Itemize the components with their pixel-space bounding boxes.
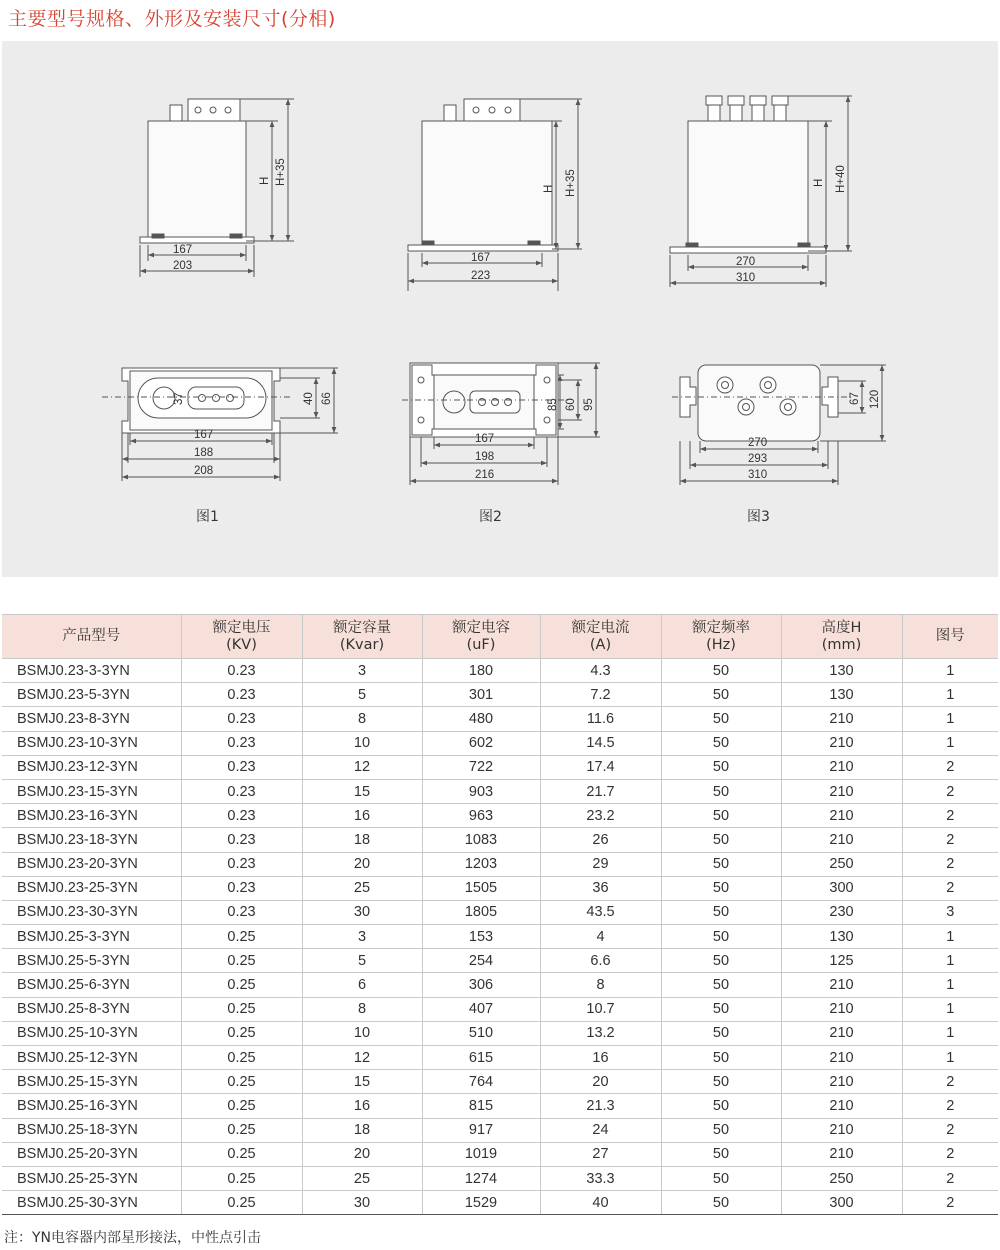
- table-cell: 0.23: [181, 779, 302, 803]
- table-cell: 254: [422, 949, 540, 973]
- table-row: [2, 707, 998, 731]
- table-cell: 18: [302, 828, 422, 852]
- table-cell: 963: [422, 804, 540, 828]
- table-row: [2, 1191, 998, 1215]
- table-cell: 0.23: [181, 828, 302, 852]
- table-cell: 24: [540, 1118, 661, 1142]
- header-model: 产品型号: [2, 615, 181, 659]
- table-cell: 0.25: [181, 1118, 302, 1142]
- table-cell: 0.23: [181, 900, 302, 924]
- fig1-plan-dim-w2: 188: [194, 447, 214, 459]
- fig3-side-dim-outer: 310: [736, 272, 756, 284]
- table-cell: 29: [540, 852, 661, 876]
- model-cell: BSMJ0.23-3-3YN: [2, 659, 181, 683]
- table-cell: 0.25: [181, 1021, 302, 1045]
- table-cell: 2: [902, 1094, 998, 1118]
- model-cell: BSMJ0.23-12-3YN: [2, 755, 181, 779]
- fig3-plan-dim-w1: 270: [748, 437, 768, 449]
- table-cell: 301: [422, 683, 540, 707]
- table-cell: 21.3: [540, 1094, 661, 1118]
- table-cell: 615: [422, 1046, 540, 1070]
- table-cell: 2: [902, 779, 998, 803]
- table-cell: 20: [540, 1070, 661, 1094]
- table-cell: 8: [302, 707, 422, 731]
- table-cell: 130: [781, 925, 902, 949]
- table-cell: 764: [422, 1070, 540, 1094]
- fig2-side-dim-height: H: [543, 184, 555, 193]
- table-cell: 25: [302, 1166, 422, 1190]
- fig1-plan-dim-h-outer: 66: [321, 392, 333, 405]
- table-cell: 180: [422, 659, 540, 683]
- model-cell: BSMJ0.23-16-3YN: [2, 804, 181, 828]
- table-cell: 17.4: [540, 755, 661, 779]
- table-cell: 125: [781, 949, 902, 973]
- table-cell: 2: [902, 755, 998, 779]
- table-cell: 1505: [422, 876, 540, 900]
- table-cell: 50: [661, 1046, 781, 1070]
- table-row: [2, 779, 998, 803]
- model-cell: BSMJ0.23-30-3YN: [2, 900, 181, 924]
- model-cell: BSMJ0.25-3-3YN: [2, 925, 181, 949]
- model-cell: BSMJ0.23-18-3YN: [2, 828, 181, 852]
- table-cell: 210: [781, 779, 902, 803]
- table-row: [2, 925, 998, 949]
- table-cell: 50: [661, 828, 781, 852]
- table-cell: 153: [422, 925, 540, 949]
- fig2-plan-dim-w2: 198: [475, 451, 495, 463]
- table-cell: 50: [661, 1094, 781, 1118]
- header-height: 高度H (mm): [781, 615, 902, 659]
- fig1-side-view: [140, 99, 294, 277]
- header-frequency: 额定频率 (Hz): [661, 615, 781, 659]
- table-cell: 33.3: [540, 1166, 661, 1190]
- fig2-side-dim-height-total: H+35: [565, 169, 577, 197]
- fig3-plan-dim-h-outer: 120: [869, 389, 881, 409]
- fig3-side-dim-height: H: [813, 178, 825, 187]
- table-cell: 1083: [422, 828, 540, 852]
- figure-2-caption: 图2: [479, 509, 502, 525]
- table-cell: 4.3: [540, 659, 661, 683]
- fig3-side-dim-height-total: H+40: [835, 165, 847, 193]
- table-row: [2, 876, 998, 900]
- table-row: [2, 755, 998, 779]
- table-cell: 25: [302, 876, 422, 900]
- fig1-side-dim-height-total: H+35: [275, 158, 287, 186]
- table-cell: 1: [902, 683, 998, 707]
- fig1-plan-dim-h-inner: 40: [303, 392, 315, 405]
- table-row: [2, 1142, 998, 1166]
- table-cell: 210: [781, 1118, 902, 1142]
- table-cell: 0.23: [181, 852, 302, 876]
- table-cell: 1019: [422, 1142, 540, 1166]
- table-row: [2, 804, 998, 828]
- table-cell: 0.25: [181, 949, 302, 973]
- table-cell: 26: [540, 828, 661, 852]
- table-cell: 210: [781, 1021, 902, 1045]
- table-cell: 1: [902, 659, 998, 683]
- header-voltage: 额定电压 (KV): [181, 615, 302, 659]
- table-cell: 210: [781, 1094, 902, 1118]
- table-cell: 6: [302, 973, 422, 997]
- table-cell: 50: [661, 683, 781, 707]
- table-row: [2, 900, 998, 924]
- fig3-plan-dim-w2: 293: [748, 453, 768, 465]
- table-cell: 1: [902, 1021, 998, 1045]
- table-cell: 0.25: [181, 1142, 302, 1166]
- header-figure-no: 图号: [902, 615, 998, 659]
- table-cell: 15: [302, 1070, 422, 1094]
- table-cell: 5: [302, 683, 422, 707]
- table-cell: 250: [781, 852, 902, 876]
- table-cell: 210: [781, 997, 902, 1021]
- table-cell: 250: [781, 1166, 902, 1190]
- table-cell: 1: [902, 1046, 998, 1070]
- fig1-plan-dim-w3: 208: [194, 465, 214, 477]
- table-cell: 50: [661, 804, 781, 828]
- table-cell: 0.25: [181, 925, 302, 949]
- table-cell: 2: [902, 828, 998, 852]
- table-cell: 18: [302, 1118, 422, 1142]
- table-cell: 12: [302, 1046, 422, 1070]
- fig2-side-dim-inner: 167: [471, 252, 491, 264]
- table-cell: 16: [302, 1094, 422, 1118]
- fig3-side-view: [670, 96, 852, 287]
- table-cell: 0.25: [181, 1046, 302, 1070]
- table-cell: 36: [540, 876, 661, 900]
- table-row: [2, 997, 998, 1021]
- table-cell: 407: [422, 997, 540, 1021]
- table-cell: 306: [422, 973, 540, 997]
- table-cell: 1274: [422, 1166, 540, 1190]
- table-cell: 0.25: [181, 973, 302, 997]
- model-cell: BSMJ0.25-16-3YN: [2, 1094, 181, 1118]
- fig1-plan-dim-w1: 167: [194, 429, 214, 441]
- table-cell: 3: [902, 900, 998, 924]
- table-cell: 4: [540, 925, 661, 949]
- model-cell: BSMJ0.25-18-3YN: [2, 1118, 181, 1142]
- table-cell: 50: [661, 659, 781, 683]
- table-cell: 50: [661, 731, 781, 755]
- dimension-drawings: [2, 41, 998, 577]
- fig3-plan-dim-w3: 310: [748, 469, 768, 481]
- table-cell: 50: [661, 1021, 781, 1045]
- table-cell: 3: [302, 925, 422, 949]
- fig2-plan-dim-w1: 167: [475, 433, 495, 445]
- table-cell: 20: [302, 852, 422, 876]
- table-cell: 1: [902, 997, 998, 1021]
- fig3-plan-dim-h-inner: 67: [849, 392, 861, 405]
- table-cell: 210: [781, 1070, 902, 1094]
- table-cell: 12: [302, 755, 422, 779]
- table-cell: 0.23: [181, 804, 302, 828]
- table-cell: 7.2: [540, 683, 661, 707]
- table-cell: 300: [781, 876, 902, 900]
- table-cell: 903: [422, 779, 540, 803]
- table-cell: 27: [540, 1142, 661, 1166]
- table-row: [2, 1094, 998, 1118]
- table-cell: 50: [661, 997, 781, 1021]
- fig2-plan-dim-w3: 216: [475, 469, 495, 481]
- table-header-row: [2, 615, 998, 659]
- model-cell: BSMJ0.25-20-3YN: [2, 1142, 181, 1166]
- fig1-side-dim-height: H: [259, 176, 271, 185]
- table-cell: 917: [422, 1118, 540, 1142]
- table-cell: 11.6: [540, 707, 661, 731]
- fig1-side-dim-inner: 167: [173, 244, 193, 256]
- model-cell: BSMJ0.23-25-3YN: [2, 876, 181, 900]
- table-cell: 0.25: [181, 1070, 302, 1094]
- table-cell: 50: [661, 900, 781, 924]
- table-cell: 10: [302, 1021, 422, 1045]
- table-cell: 0.23: [181, 659, 302, 683]
- table-row: [2, 683, 998, 707]
- table-cell: 23.2: [540, 804, 661, 828]
- model-cell: BSMJ0.23-15-3YN: [2, 779, 181, 803]
- table-cell: 210: [781, 804, 902, 828]
- table-cell: 40: [540, 1191, 661, 1215]
- model-cell: BSMJ0.23-20-3YN: [2, 852, 181, 876]
- table-cell: 50: [661, 949, 781, 973]
- table-cell: 0.25: [181, 1191, 302, 1215]
- table-cell: 230: [781, 900, 902, 924]
- table-cell: 1: [902, 731, 998, 755]
- table-cell: 0.25: [181, 1166, 302, 1190]
- table-row: [2, 1021, 998, 1045]
- table-cell: 2: [902, 1166, 998, 1190]
- table-cell: 8: [540, 973, 661, 997]
- table-cell: 815: [422, 1094, 540, 1118]
- table-row: [2, 1070, 998, 1094]
- table-cell: 2: [902, 876, 998, 900]
- table-cell: 2: [902, 1070, 998, 1094]
- table-cell: 0.23: [181, 755, 302, 779]
- table-row: [2, 949, 998, 973]
- table-cell: 0.23: [181, 731, 302, 755]
- figure-3-caption: 图3: [747, 509, 770, 525]
- table-cell: 130: [781, 683, 902, 707]
- table-cell: 10.7: [540, 997, 661, 1021]
- footnote: 注：YN电容器内部星形接法，中性点引击: [4, 1230, 262, 1246]
- model-cell: BSMJ0.23-5-3YN: [2, 683, 181, 707]
- model-cell: BSMJ0.25-30-3YN: [2, 1191, 181, 1215]
- fig1-side-dim-outer: 203: [173, 260, 193, 272]
- table-cell: 2: [902, 852, 998, 876]
- table-cell: 50: [661, 779, 781, 803]
- table-cell: 300: [781, 1191, 902, 1215]
- fig1-plan-view: [102, 368, 338, 481]
- table-cell: 50: [661, 852, 781, 876]
- table-cell: 130: [781, 659, 902, 683]
- table-cell: 16: [302, 804, 422, 828]
- model-cell: BSMJ0.25-6-3YN: [2, 973, 181, 997]
- spec-table: [2, 614, 998, 1215]
- fig3-plan-view: [672, 365, 886, 485]
- figure-1-caption: 图1: [196, 509, 219, 525]
- fig2-plan-dim-h3: 95: [583, 398, 595, 411]
- header-capacitance: 额定电容 (uF): [422, 615, 540, 659]
- table-cell: 210: [781, 1142, 902, 1166]
- table-cell: 0.23: [181, 683, 302, 707]
- model-cell: BSMJ0.25-10-3YN: [2, 1021, 181, 1045]
- table-cell: 2: [902, 804, 998, 828]
- table-cell: 6.6: [540, 949, 661, 973]
- table-cell: 722: [422, 755, 540, 779]
- table-cell: 2: [902, 1118, 998, 1142]
- table-cell: 1: [902, 949, 998, 973]
- table-cell: 14.5: [540, 731, 661, 755]
- table-row: [2, 1118, 998, 1142]
- table-row: [2, 852, 998, 876]
- table-row: [2, 828, 998, 852]
- table-cell: 2: [902, 1142, 998, 1166]
- table-cell: 510: [422, 1021, 540, 1045]
- table-cell: 50: [661, 973, 781, 997]
- table-cell: 20: [302, 1142, 422, 1166]
- header-capacity: 额定容量 (Kvar): [302, 615, 422, 659]
- table-cell: 0.23: [181, 707, 302, 731]
- table-cell: 210: [781, 755, 902, 779]
- table-cell: 21.7: [540, 779, 661, 803]
- table-cell: 1805: [422, 900, 540, 924]
- table-cell: 210: [781, 973, 902, 997]
- table-cell: 210: [781, 731, 902, 755]
- table-cell: 2: [902, 1191, 998, 1215]
- model-cell: BSMJ0.23-10-3YN: [2, 731, 181, 755]
- table-cell: 3: [302, 659, 422, 683]
- table-cell: 1529: [422, 1191, 540, 1215]
- model-cell: BSMJ0.25-12-3YN: [2, 1046, 181, 1070]
- table-cell: 1203: [422, 852, 540, 876]
- table-cell: 210: [781, 1046, 902, 1070]
- fig1-plan-dim-hole: 37: [173, 392, 185, 405]
- table-cell: 50: [661, 707, 781, 731]
- table-cell: 15: [302, 779, 422, 803]
- fig2-side-view: [408, 99, 582, 291]
- table-row: [2, 1046, 998, 1070]
- model-cell: BSMJ0.25-15-3YN: [2, 1070, 181, 1094]
- table-cell: 50: [661, 1166, 781, 1190]
- table-cell: 30: [302, 900, 422, 924]
- table-cell: 50: [661, 1070, 781, 1094]
- table-cell: 50: [661, 755, 781, 779]
- fig2-plan-view: [402, 363, 600, 485]
- table-cell: 43.5: [540, 900, 661, 924]
- table-cell: 210: [781, 707, 902, 731]
- model-cell: BSMJ0.23-8-3YN: [2, 707, 181, 731]
- table-cell: 30: [302, 1191, 422, 1215]
- table-cell: 16: [540, 1046, 661, 1070]
- table-cell: 1: [902, 925, 998, 949]
- table-cell: 0.25: [181, 997, 302, 1021]
- table-cell: 50: [661, 1191, 781, 1215]
- table-cell: 8: [302, 997, 422, 1021]
- table-cell: 50: [661, 876, 781, 900]
- table-cell: 1: [902, 973, 998, 997]
- table-cell: 50: [661, 1118, 781, 1142]
- spec-table-body: [2, 659, 998, 1215]
- fig2-plan-dim-h2: 60: [565, 398, 577, 411]
- table-cell: 50: [661, 1142, 781, 1166]
- table-row: [2, 659, 998, 683]
- model-cell: BSMJ0.25-8-3YN: [2, 997, 181, 1021]
- table-cell: 0.25: [181, 1094, 302, 1118]
- model-cell: BSMJ0.25-25-3YN: [2, 1166, 181, 1190]
- table-cell: 0.23: [181, 876, 302, 900]
- fig2-plan-dim-h1: 85: [547, 398, 559, 411]
- header-current: 额定电流 (A): [540, 615, 661, 659]
- table-row: [2, 973, 998, 997]
- table-cell: 5: [302, 949, 422, 973]
- table-cell: 13.2: [540, 1021, 661, 1045]
- table-row: [2, 731, 998, 755]
- fig2-side-dim-outer: 223: [471, 270, 491, 282]
- table-cell: 50: [661, 925, 781, 949]
- model-cell: BSMJ0.25-5-3YN: [2, 949, 181, 973]
- table-cell: 480: [422, 707, 540, 731]
- table-cell: 10: [302, 731, 422, 755]
- table-cell: 1: [902, 707, 998, 731]
- table-row: [2, 1166, 998, 1190]
- table-cell: 210: [781, 828, 902, 852]
- fig3-side-dim-inner: 270: [736, 256, 756, 268]
- page-title: 主要型号规格、外形及安装尺寸(分相): [8, 8, 336, 30]
- table-cell: 602: [422, 731, 540, 755]
- dimension-drawings-panel: [2, 41, 998, 577]
